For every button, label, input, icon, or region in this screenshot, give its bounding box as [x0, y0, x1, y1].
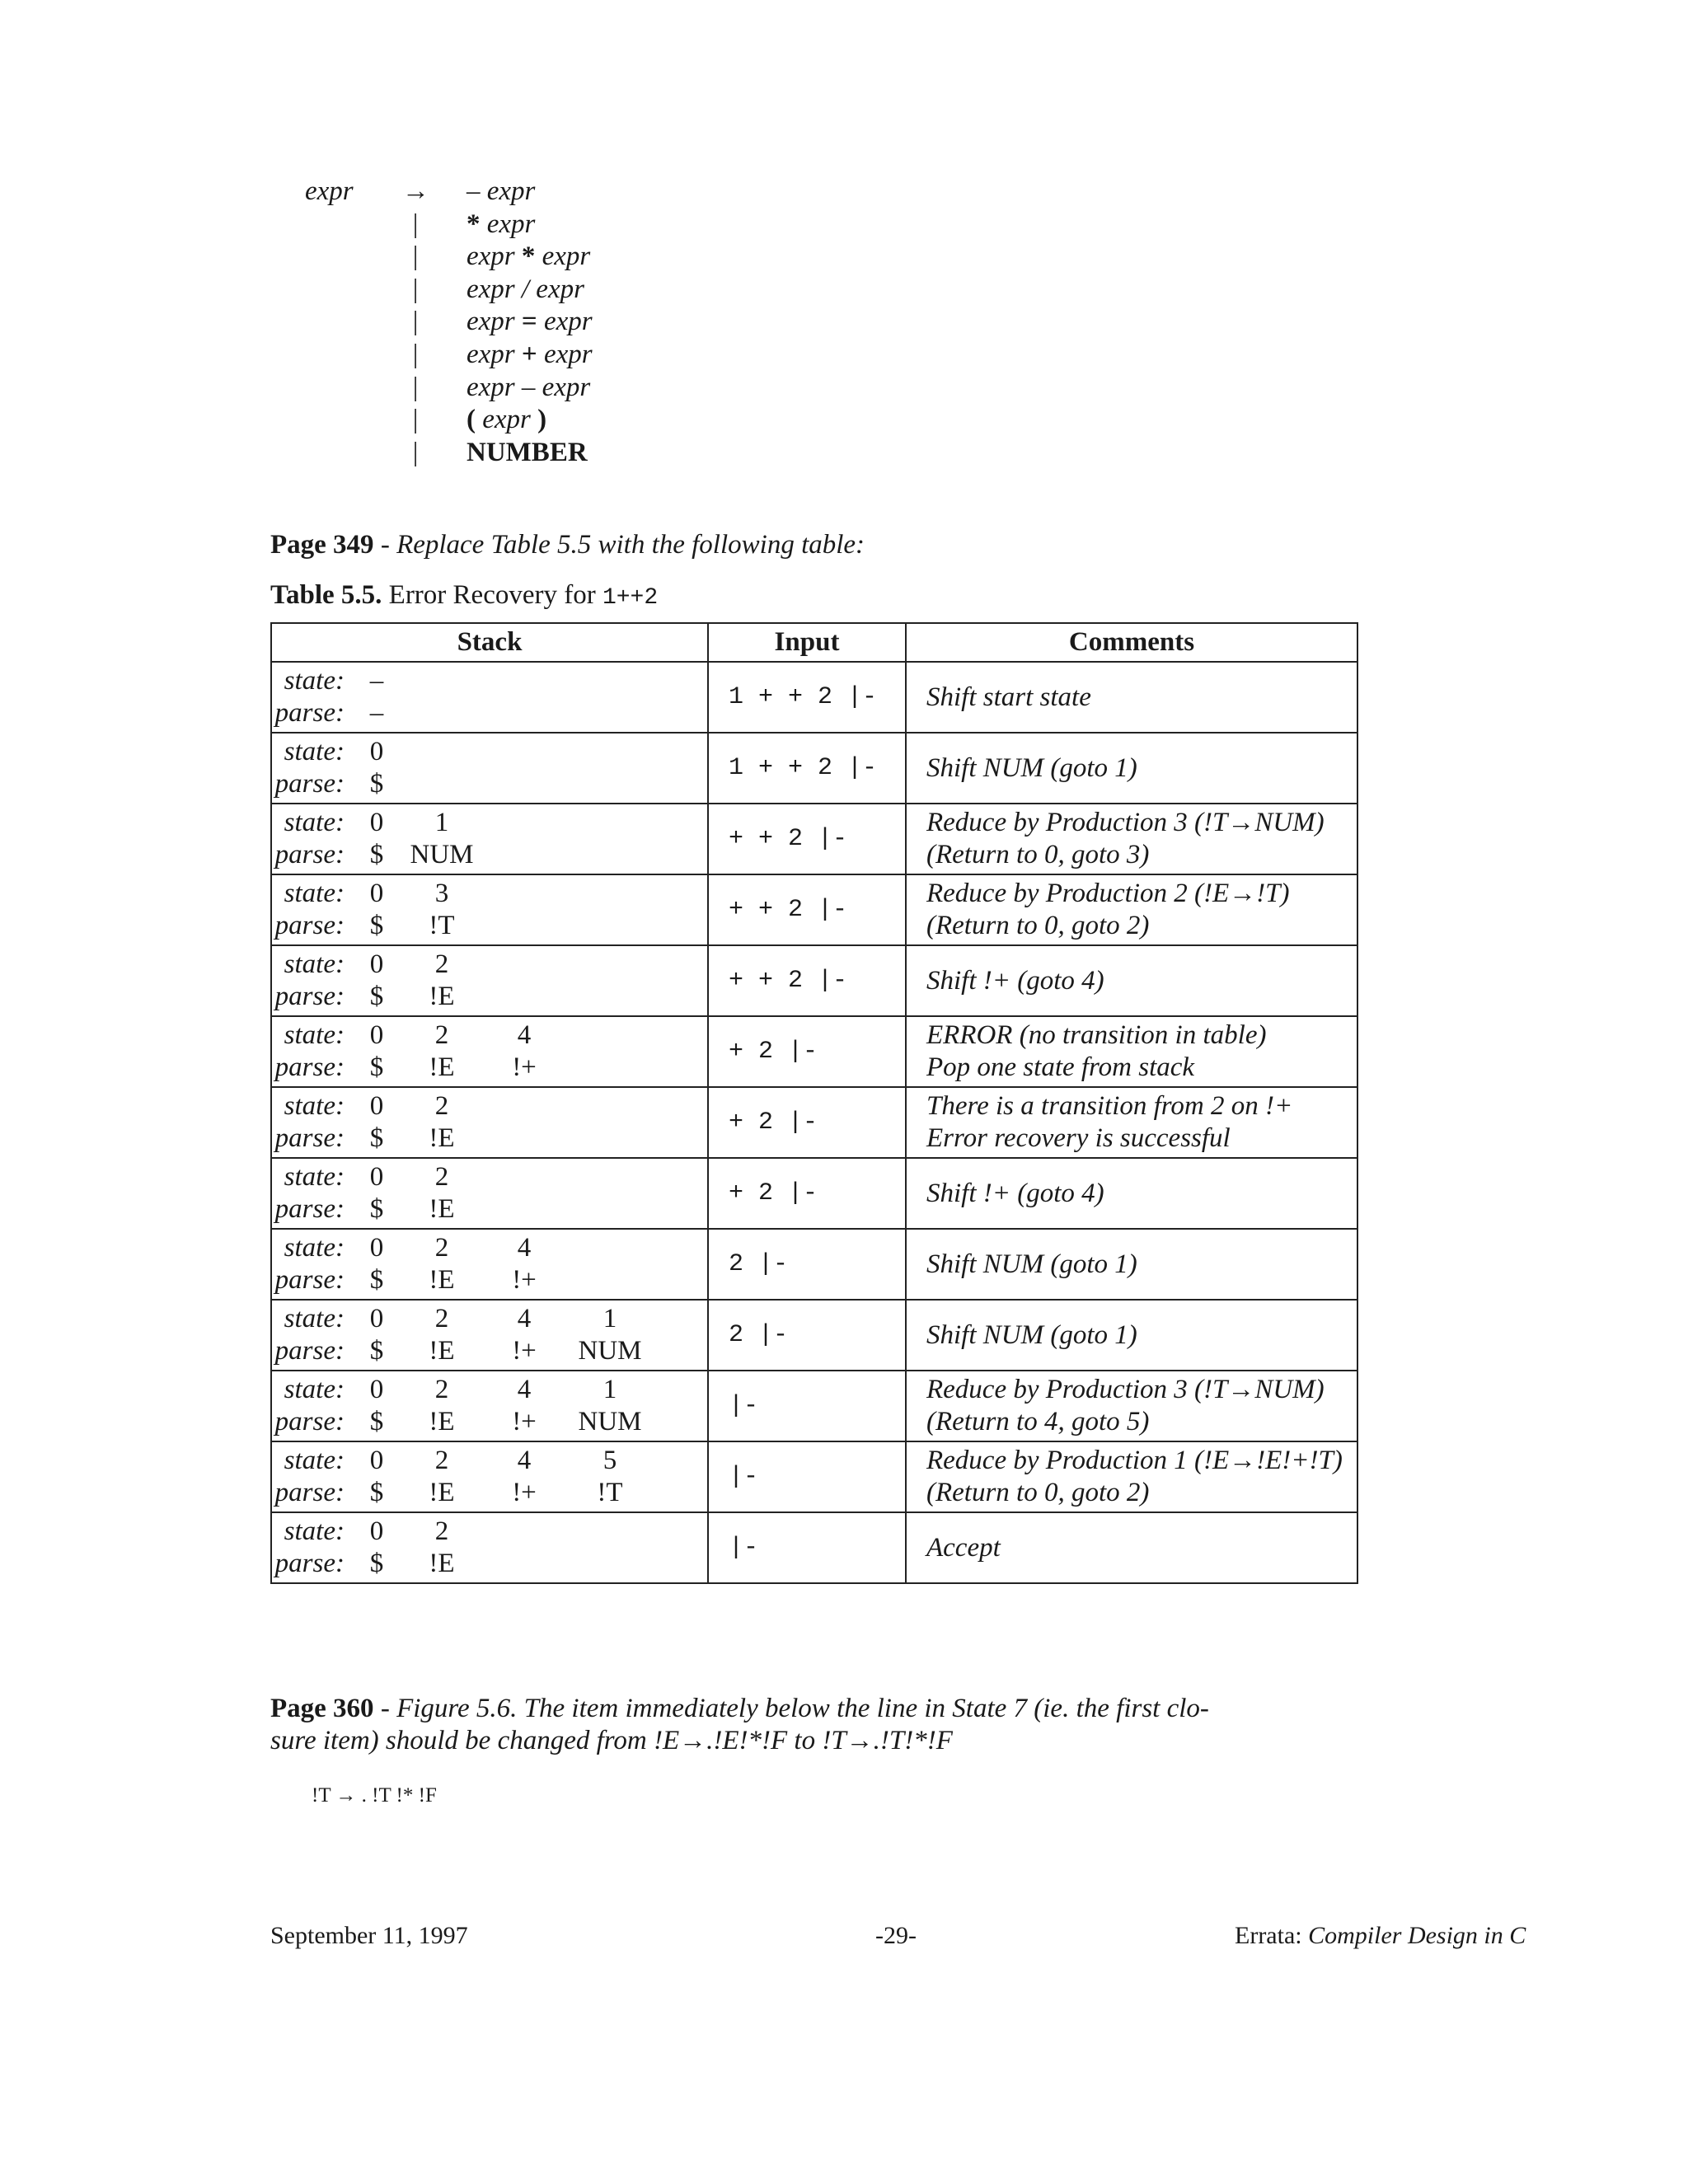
- state-value: 4: [517, 1233, 532, 1263]
- parse-value: $: [369, 840, 384, 869]
- grammar-token: expr: [537, 307, 593, 337]
- state-value: 2: [434, 1020, 449, 1050]
- comment-cell: [906, 1512, 1357, 1583]
- state-value: 0: [369, 949, 384, 979]
- grammar-production: [305, 305, 964, 338]
- footer-errata-label: Errata:: [1235, 1922, 1309, 1949]
- table-row: [271, 1229, 1357, 1300]
- parse-value: $: [369, 1052, 384, 1082]
- error-recovery-table: [270, 622, 1358, 1584]
- grammar-production-rhs: [467, 371, 590, 404]
- footer-title: [1235, 1922, 1526, 1950]
- input-value: 2 |-: [729, 1321, 789, 1349]
- stack-cell: [271, 662, 708, 733]
- parse-value: [565, 768, 654, 800]
- input-value: + 2 |-: [729, 1179, 818, 1207]
- parse-value: [565, 697, 654, 729]
- grammar-token: expr / expr: [467, 274, 584, 304]
- input-cell: [708, 1371, 906, 1441]
- comment-line: Reduce by Production 3 (!T→NUM): [926, 808, 1325, 837]
- parse-value: !+: [512, 1336, 537, 1366]
- comment-cell: [906, 1158, 1357, 1229]
- comment-line: Shift NUM (goto 1): [926, 1249, 1137, 1279]
- comment-cell: [906, 1300, 1357, 1371]
- state-value: 1: [603, 1304, 617, 1333]
- parse-label: parse:: [274, 1336, 345, 1366]
- input-cell: [708, 733, 906, 804]
- parse-label: parse:: [274, 1478, 345, 1507]
- grammar-token: expr: [467, 307, 522, 337]
- state-value: [483, 665, 565, 697]
- input-value: 1 + + 2 |-: [729, 754, 878, 782]
- table-caption-title: Error Recovery for: [382, 580, 603, 610]
- comment-line: Pop one state from stack: [926, 1052, 1195, 1082]
- parse-value: !+: [512, 1407, 537, 1436]
- input-value: + 2 |-: [729, 1108, 818, 1137]
- grammar-alt-bar: |: [412, 405, 419, 435]
- table-caption-label: Table 5.5.: [270, 580, 382, 610]
- table-row: [271, 733, 1357, 804]
- grammar-token: expr: [535, 241, 591, 272]
- comment-line: Shift NUM (goto 1): [926, 1319, 1137, 1350]
- parse-value: [483, 1548, 565, 1580]
- footer-date: September 11, 1997: [270, 1922, 468, 1949]
- parse-label: parse:: [274, 911, 345, 940]
- parse-value: !E: [429, 1194, 455, 1224]
- state-value: [483, 1516, 565, 1548]
- state-value: 0: [369, 879, 384, 908]
- grammar-alt-bar: |: [412, 209, 419, 239]
- parse-value: $: [369, 982, 384, 1011]
- input-cell: [708, 1087, 906, 1158]
- input-value: + 2 |-: [729, 1038, 818, 1066]
- state-label: state:: [284, 1516, 345, 1546]
- grammar-token: *: [467, 209, 487, 239]
- table-row: [271, 1441, 1357, 1512]
- parse-value: [401, 697, 483, 729]
- parse-value: [483, 697, 565, 729]
- parse-value: [565, 910, 654, 942]
- input-cell: [708, 1441, 906, 1512]
- footer-book-title: Compiler Design in C: [1308, 1922, 1526, 1949]
- grammar-production: [305, 338, 964, 371]
- parse-value: [483, 768, 565, 800]
- input-cell: [708, 804, 906, 874]
- parse-value: $: [369, 1407, 384, 1436]
- comment-line: There is a transition from 2 on !+: [926, 1091, 1293, 1121]
- grammar-production: [305, 208, 964, 241]
- state-value: 0: [369, 1233, 384, 1263]
- stack-cell: [271, 1016, 708, 1087]
- page-349-note: [270, 530, 865, 560]
- state-value: 2: [434, 949, 449, 979]
- state-value: [565, 665, 654, 697]
- parse-value: $: [369, 1336, 384, 1366]
- table-row: [271, 1087, 1357, 1158]
- state-label: state:: [284, 1233, 345, 1263]
- state-value: 0: [369, 1375, 384, 1404]
- state-value: [483, 1161, 565, 1193]
- state-value: 2: [434, 1516, 449, 1546]
- comment-cell: [906, 1371, 1357, 1441]
- parse-value: [483, 839, 565, 871]
- input-cell: [708, 1158, 906, 1229]
- header-input: Input: [708, 623, 906, 662]
- table-row: [271, 1512, 1357, 1583]
- stack-cell: [271, 1512, 708, 1583]
- header-comments: Comments: [906, 623, 1357, 662]
- grammar-production: [305, 273, 964, 306]
- comment-line: Error recovery is successful: [926, 1123, 1231, 1153]
- comment-cell: [906, 1229, 1357, 1300]
- table-row: [271, 1016, 1357, 1087]
- page-360-note-line1: [270, 1694, 1209, 1724]
- parse-value: !E: [429, 1478, 455, 1507]
- state-value: 2: [434, 1375, 449, 1404]
- comment-cell: [906, 945, 1357, 1016]
- grammar-token: +: [521, 340, 537, 369]
- parse-value: [565, 1122, 654, 1155]
- input-cell: [708, 1300, 906, 1371]
- page-360-text-2: sure item) should be changed from !E→.!E!*!F to !T→.!T!*!F: [270, 1726, 953, 1755]
- parse-value: $: [369, 1549, 384, 1578]
- grammar-token: (: [467, 405, 483, 435]
- input-cell: [708, 874, 906, 945]
- parse-value: [483, 1122, 565, 1155]
- stack-cell: [271, 1441, 708, 1512]
- parse-label: parse:: [274, 1123, 345, 1153]
- table-header-row: [271, 623, 1357, 662]
- parse-value: !E: [429, 1336, 455, 1366]
- comment-line: Shift !+ (goto 4): [926, 965, 1104, 996]
- grammar-lhs: expr: [305, 176, 354, 206]
- state-value: [565, 1019, 654, 1052]
- grammar-alt-bar: |: [412, 372, 419, 402]
- comment-line: Reduce by Production 3 (!T→NUM): [926, 1375, 1325, 1404]
- parse-value: [565, 1264, 654, 1296]
- input-value: |-: [729, 1463, 759, 1491]
- parse-value: $: [369, 1265, 384, 1295]
- parse-value: !+: [512, 1052, 537, 1082]
- state-value: [483, 736, 565, 768]
- grammar-production: [305, 240, 964, 273]
- state-label: state:: [284, 1446, 345, 1475]
- state-value: 0: [369, 1304, 384, 1333]
- input-cell: [708, 1016, 906, 1087]
- state-value: [483, 1090, 565, 1122]
- footer-page-number: -29-: [875, 1922, 917, 1949]
- parse-label: parse:: [274, 840, 345, 869]
- grammar-alt-bar: |: [412, 307, 419, 337]
- page-360-ref: Page 360: [270, 1694, 374, 1723]
- parse-label: parse:: [274, 769, 345, 799]
- parse-value: [565, 981, 654, 1013]
- grammar-token: expr: [482, 405, 531, 435]
- grammar-token: =: [521, 307, 537, 337]
- grammar-production-rhs: [467, 305, 593, 338]
- input-value: + + 2 |-: [729, 896, 848, 924]
- page-349-sep: -: [373, 530, 397, 560]
- state-value: 1: [603, 1375, 617, 1404]
- state-value: 3: [434, 879, 449, 908]
- state-value: [565, 1090, 654, 1122]
- parse-value: NUM: [578, 1336, 642, 1366]
- state-label: state:: [284, 1020, 345, 1050]
- parse-value: [483, 981, 565, 1013]
- grammar-production: [305, 371, 964, 404]
- comment-line: (Return to 0, goto 2): [926, 1478, 1150, 1507]
- state-value: 0: [369, 737, 384, 766]
- state-label: state:: [284, 666, 345, 696]
- comment-line: (Return to 4, goto 5): [926, 1407, 1150, 1436]
- comment-line: Shift !+ (goto 4): [926, 1178, 1104, 1208]
- parse-value: !E: [429, 1265, 455, 1295]
- parse-value: NUM: [410, 840, 474, 869]
- grammar-alt-bar: |: [412, 340, 419, 369]
- stack-cell: [271, 945, 708, 1016]
- parse-value: [483, 1193, 565, 1226]
- table-row: [271, 945, 1357, 1016]
- input-value: + + 2 |-: [729, 825, 848, 853]
- table-row: [271, 874, 1357, 945]
- state-value: 4: [517, 1020, 532, 1050]
- grammar-token: ): [530, 405, 547, 435]
- state-value: 0: [369, 808, 384, 837]
- grammar-production: [305, 175, 964, 208]
- parse-label: parse:: [274, 698, 345, 728]
- comment-line: Reduce by Production 2 (!E→!T): [926, 879, 1290, 908]
- parse-value: !E: [429, 1407, 455, 1436]
- stack-cell: [271, 733, 708, 804]
- grammar-production-rhs: [467, 436, 588, 469]
- parse-value: $: [369, 911, 384, 940]
- parse-value: [483, 910, 565, 942]
- grammar-production: [305, 436, 964, 469]
- state-value: [483, 878, 565, 910]
- state-value: 4: [517, 1304, 532, 1333]
- grammar-production-rhs: [467, 403, 546, 436]
- comment-cell: [906, 804, 1357, 874]
- comment-cell: [906, 1016, 1357, 1087]
- input-value: |-: [729, 1534, 759, 1562]
- input-value: + + 2 |-: [729, 967, 848, 995]
- grammar-token: – expr: [467, 176, 536, 206]
- comment-line: (Return to 0, goto 3): [926, 840, 1150, 869]
- comment-cell: [906, 733, 1357, 804]
- state-value: 2: [434, 1162, 449, 1192]
- parse-value: !+: [512, 1265, 537, 1295]
- grammar-production-rhs: [467, 338, 593, 371]
- state-value: 0: [369, 1162, 384, 1192]
- parse-label: parse:: [274, 1407, 345, 1436]
- parse-value: [565, 839, 654, 871]
- input-value: 1 + + 2 |-: [729, 683, 878, 711]
- comment-line: (Return to 0, goto 2): [926, 911, 1150, 940]
- table-row: [271, 1371, 1357, 1441]
- stack-cell: [271, 1087, 708, 1158]
- input-cell: [708, 1229, 906, 1300]
- state-label: state:: [284, 737, 345, 766]
- parse-value: !E: [429, 982, 455, 1011]
- parse-label: parse:: [274, 1549, 345, 1578]
- parse-label: parse:: [274, 1052, 345, 1082]
- parse-value: [565, 1548, 654, 1580]
- state-value: [565, 1232, 654, 1264]
- comment-line: Shift NUM (goto 1): [926, 752, 1137, 783]
- state-value: 2: [434, 1446, 449, 1475]
- input-cell: [708, 945, 906, 1016]
- parse-label: parse:: [274, 982, 345, 1011]
- grammar-production-rhs: [467, 208, 535, 241]
- closure-item: !T → . !T !* !F: [312, 1784, 437, 1807]
- parse-label: parse:: [274, 1194, 345, 1224]
- state-value: 4: [517, 1375, 532, 1404]
- comment-line: Reduce by Production 1 (!E→!E!+!T): [926, 1446, 1343, 1475]
- state-value: [565, 736, 654, 768]
- page-360-text-1: Figure 5.6. The item immediately below the line in State 7 (ie. the first clo-: [396, 1694, 1209, 1723]
- parse-value: $: [369, 1123, 384, 1153]
- table-caption: [270, 580, 658, 611]
- parse-value: [401, 768, 483, 800]
- parse-value: !E: [429, 1052, 455, 1082]
- comment-line: ERROR (no transition in table): [926, 1020, 1267, 1050]
- state-value: 0: [369, 1020, 384, 1050]
- page-349-ref: Page 349: [270, 530, 374, 560]
- grammar-production-rhs: [467, 240, 590, 273]
- state-value: 4: [517, 1446, 532, 1475]
- state-value: 0: [369, 1091, 384, 1121]
- state-value: 1: [434, 808, 449, 837]
- state-value: [565, 1516, 654, 1548]
- parse-label: parse:: [274, 1265, 345, 1295]
- comment-cell: [906, 1087, 1357, 1158]
- input-cell: [708, 662, 906, 733]
- parse-value: [565, 1193, 654, 1226]
- state-value: [483, 807, 565, 839]
- state-label: state:: [284, 949, 345, 979]
- stack-cell: [271, 874, 708, 945]
- grammar-token: expr: [467, 241, 522, 272]
- parse-value: !T: [429, 911, 455, 940]
- state-label: state:: [284, 1304, 345, 1333]
- state-value: [401, 665, 483, 697]
- input-value: 2 |-: [729, 1250, 789, 1278]
- stack-cell: [271, 804, 708, 874]
- state-value: [483, 949, 565, 981]
- parse-value: !+: [512, 1478, 537, 1507]
- comment-line: Accept: [926, 1532, 1001, 1563]
- table-body: [271, 662, 1357, 1583]
- state-value: 0: [369, 1516, 384, 1546]
- state-value: –: [369, 666, 384, 696]
- grammar-token: expr: [486, 209, 536, 239]
- page-349-text: Replace Table 5.5 with the following table:: [396, 530, 865, 560]
- state-value: [401, 736, 483, 768]
- parse-value: –: [369, 698, 384, 728]
- parse-value: !E: [429, 1123, 455, 1153]
- parse-value: !E: [429, 1549, 455, 1578]
- grammar-production: [305, 403, 964, 436]
- parse-value: NUM: [578, 1407, 642, 1436]
- state-value: 0: [369, 1446, 384, 1475]
- grammar-alt-bar: |: [412, 241, 419, 272]
- grammar-token: expr: [467, 340, 522, 369]
- grammar-token: *: [521, 241, 536, 272]
- state-value: 2: [434, 1091, 449, 1121]
- parse-value: $: [369, 1194, 384, 1224]
- input-cell: [708, 1512, 906, 1583]
- stack-cell: [271, 1158, 708, 1229]
- state-value: [565, 878, 654, 910]
- state-label: state:: [284, 879, 345, 908]
- grammar-token: expr: [537, 340, 593, 369]
- grammar-arrow: →: [402, 176, 429, 206]
- comment-cell: [906, 662, 1357, 733]
- grammar-production-rhs: [467, 175, 535, 208]
- table-row: [271, 662, 1357, 733]
- table-row: [271, 1158, 1357, 1229]
- state-label: state:: [284, 1162, 345, 1192]
- state-value: 5: [603, 1446, 617, 1475]
- grammar-token: expr – expr: [467, 372, 591, 402]
- stack-cell: [271, 1300, 708, 1371]
- parse-value: !T: [597, 1478, 623, 1507]
- table-row: [271, 804, 1357, 874]
- parse-value: [565, 1052, 654, 1084]
- input-value: |-: [729, 1392, 759, 1420]
- stack-cell: [271, 1371, 708, 1441]
- state-value: 2: [434, 1304, 449, 1333]
- state-value: [565, 1161, 654, 1193]
- state-label: state:: [284, 1375, 345, 1404]
- grammar-token: NUMBER: [467, 437, 588, 467]
- header-stack: Stack: [271, 623, 708, 662]
- state-label: state:: [284, 808, 345, 837]
- grammar-alt-bar: |: [412, 437, 419, 467]
- parse-value: $: [369, 1478, 384, 1507]
- state-value: 2: [434, 1233, 449, 1263]
- state-value: [565, 949, 654, 981]
- table-caption-code: 1++2: [602, 585, 659, 611]
- grammar-alt-bar: |: [412, 274, 419, 304]
- comment-line: Shift start state: [926, 682, 1091, 712]
- comment-cell: [906, 874, 1357, 945]
- stack-cell: [271, 1229, 708, 1300]
- page-360-sep: -: [373, 1694, 397, 1723]
- table-row: [271, 1300, 1357, 1371]
- state-label: state:: [284, 1091, 345, 1121]
- comment-cell: [906, 1441, 1357, 1512]
- state-value: [565, 807, 654, 839]
- grammar-production-rhs: [467, 273, 584, 306]
- parse-value: $: [369, 769, 384, 799]
